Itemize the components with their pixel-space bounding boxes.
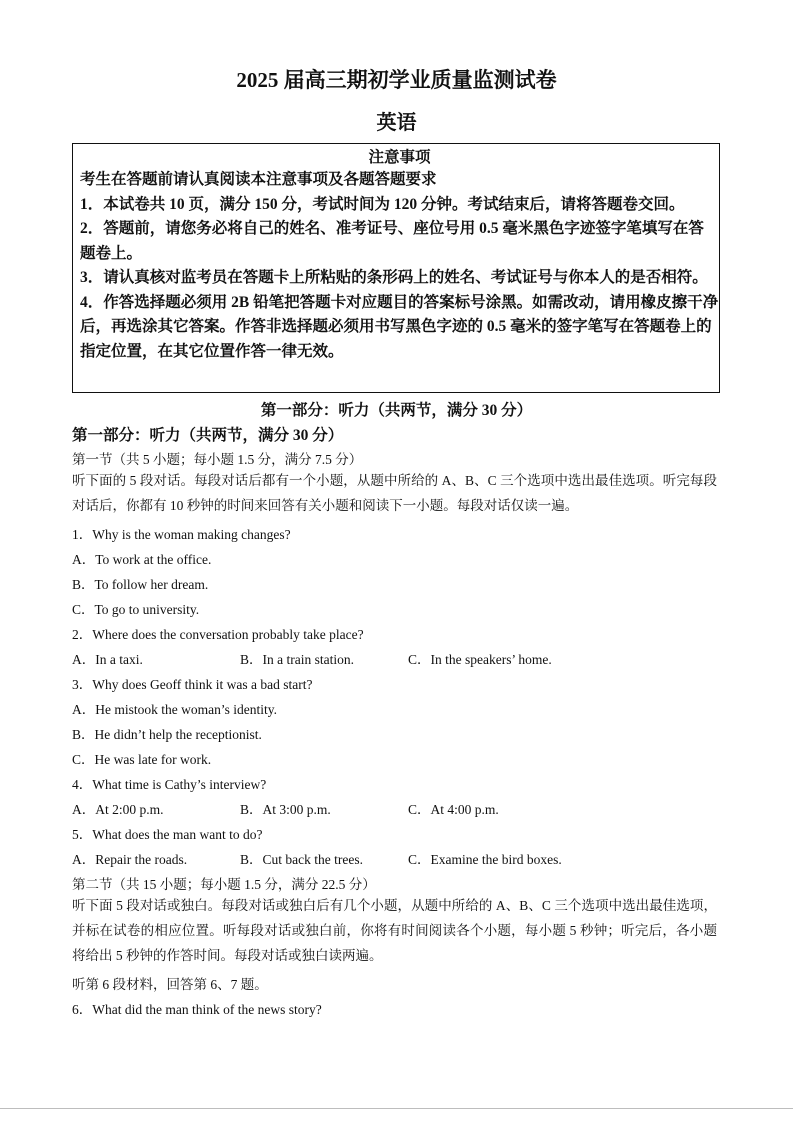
question-5: 5．What does the man want to do? <box>72 827 263 842</box>
question-1: 1．Why is the woman making changes? <box>72 527 291 542</box>
question-4: 4．What time is Cathy’s interview? <box>72 777 267 792</box>
q2-option-b: B．In a train station. <box>240 652 354 667</box>
q1-option-c: C．To go to university. <box>72 602 200 617</box>
material-6-label: 听第 6 段材料，回答第 6、7 题。 <box>72 977 268 992</box>
notice-box <box>72 143 720 393</box>
subject-title: 英语 <box>376 112 417 134</box>
q1-option-b: B．To follow her dream. <box>72 577 209 592</box>
question-3: 3．Why does Geoff think it was a bad start? <box>72 677 313 692</box>
notice-intro: 考生在答题前请认真阅读本注意事项及各题答题要求 <box>80 171 437 188</box>
q5-option-c: C．Examine the bird boxes. <box>408 852 562 867</box>
q4-option-b: B．At 3:00 p.m. <box>240 802 331 817</box>
section2-instructions: 听下面 5 段对话或独白。每段对话或独白后有几个小题，从题中所给的 A、B、C 三个选项中选出最佳选项，并标在试卷的相应位置。听每段对话或独白前，你将有时间阅读各个小题，每小题 5 秒钟；听完后，各小题将给出 5 秒钟的作答时间。每段对话或独白读两遍。 <box>72 898 717 963</box>
part1-heading-centered: 第一部分：听力（共两节，满分 30 分） <box>260 402 533 419</box>
notice-item-3: 3．请认真核对监考员在答题卡上所粘贴的条形码上的姓名、考试证号与你本人的是否相符。 <box>80 269 708 286</box>
notice-item-2: 2．答题前，请您务必将自己的姓名、准考证号、座位号用 0.5 毫米黑色字迹签字笔填写在答题卷上。 <box>80 220 704 262</box>
notice-item-1: 1．本试卷共 10 页，满分 150 分，考试时间为 120 分钟。考试结束后，请将答题卷交回。 <box>80 195 685 213</box>
q3-option-c: C．He was late for work. <box>72 752 212 767</box>
section1-title: 第一节（共 5 小题；每小题 1.5 分，满分 7.5 分） <box>72 452 363 467</box>
page-bottom-rule <box>0 1108 793 1109</box>
q3-option-a: A．He mistook the woman’s identity. <box>72 702 277 717</box>
q5-option-a: A．Repair the roads. <box>72 852 188 867</box>
section2-title: 第二节（共 15 小题；每小题 1.5 分，满分 22.5 分） <box>72 877 376 892</box>
question-6: 6．What did the man think of the news story? <box>72 1002 322 1017</box>
q4-option-a: A．At 2:00 p.m. <box>72 802 164 817</box>
q5-option-b: B．Cut back the trees. <box>240 852 363 867</box>
notice-heading: 注意事项 <box>368 149 431 166</box>
q1-option-a: A．To work at the office. <box>72 552 212 567</box>
question-2: 2．Where does the conversation probably take place? <box>72 627 364 642</box>
notice-item-4: 4．作答选择题必须用 2B 铅笔把答题卡对应题目的答案标号涂黑。如需改动，请用橡皮擦干净后，再选涂其它答案。作答非选择题必须用书写黑色字迹的 0.5 毫米的签字笔写在答题卷上的指定位置，在其它位置作答一律无效。 <box>80 293 719 360</box>
q2-option-c: C．In the speakers’ home. <box>408 652 552 667</box>
q3-option-b: B．He didn’t help the receptionist. <box>72 727 262 742</box>
part1-heading: 第一部分：听力（共两节，满分 30 分） <box>72 427 344 444</box>
q4-option-c: C．At 4:00 p.m. <box>408 802 499 817</box>
exam-title: 2025 届高三期初学业质量监测试卷 <box>236 68 557 92</box>
q2-option-a: A．In a taxi. <box>72 652 143 667</box>
section1-instructions: 听下面的 5 段对话。每段对话后都有一个小题，从题中所给的 A、B、C 三个选项中选出最佳选项。听完每段对话后，你都有 10 秒钟的时间来回答有关小题和阅读下一小题。每段对话仅读一遍。 <box>72 473 717 513</box>
